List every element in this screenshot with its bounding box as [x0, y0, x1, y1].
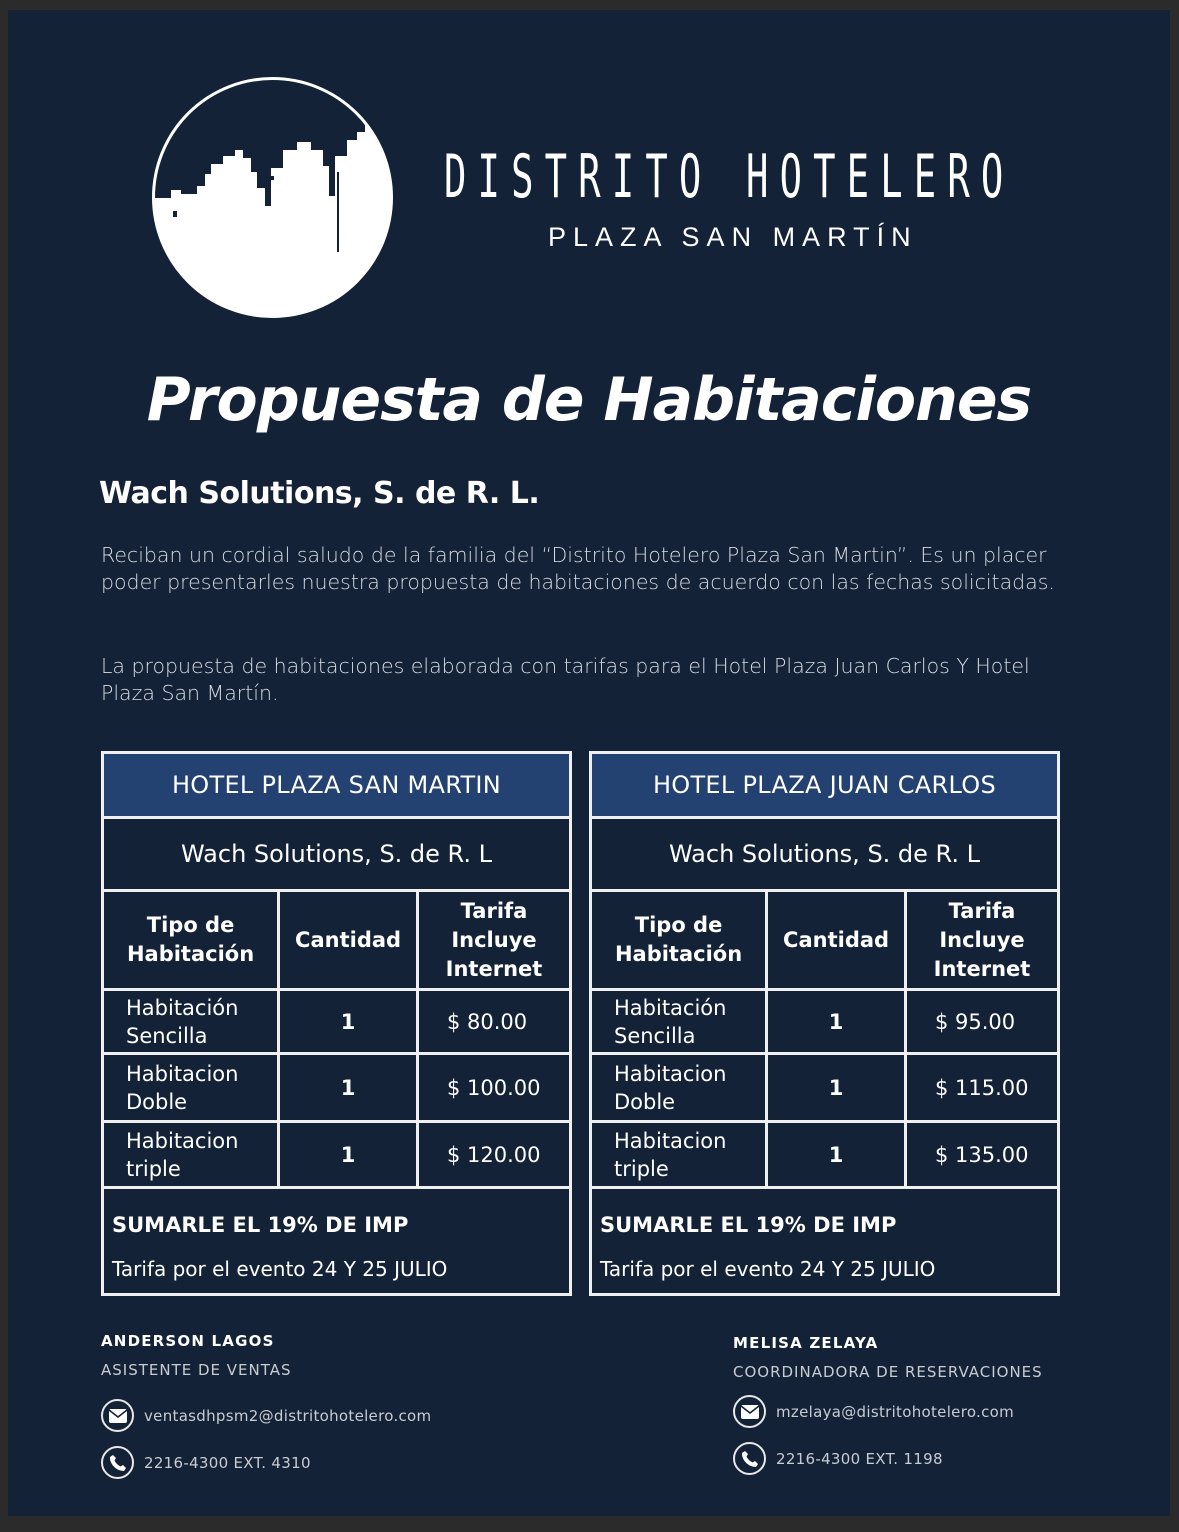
column-header-qty: Cantidad — [767, 891, 906, 990]
table-client: Wach Solutions, S. de R. L — [591, 818, 1059, 891]
contact-name: MELISA ZELAYA — [733, 1334, 879, 1352]
room-qty: 1 — [279, 990, 418, 1054]
contact-email[interactable]: mzelaya@distritohotelero.com — [776, 1402, 1015, 1421]
contact-name: ANDERSON LAGOS — [101, 1332, 275, 1350]
hotel-name: HOTEL PLAZA JUAN CARLOS — [591, 753, 1059, 818]
tax-note: SUMARLE EL 19% DE IMP — [112, 1213, 409, 1237]
contact-card-reservations — [733, 1334, 1043, 1475]
column-header-rate: Tarifa Incluye Internet — [906, 891, 1059, 990]
room-qty: 1 — [279, 1054, 418, 1122]
room-price: $ 80.00 — [418, 990, 571, 1054]
room-qty: 1 — [767, 1054, 906, 1122]
skyline-logo-icon — [151, 76, 394, 319]
document-page — [8, 10, 1170, 1516]
intro-paragraph: Reciban un cordial saludo de la familia del “Distrito Hotelero Plaza San Martin”. Es un placer poder presentarles nuestra propuesta de habitaciones de acuerdo con las fechas solicitadas. — [101, 543, 1055, 594]
contact-card-sales — [101, 1332, 431, 1479]
room-type: Habitación Sencilla — [591, 990, 767, 1054]
column-header-rate: Tarifa Incluye Internet — [418, 891, 571, 990]
rate-table-san-martin — [101, 751, 572, 1296]
contact-email-row[interactable] — [101, 1399, 431, 1432]
contact-role: COORDINADORA DE RESERVACIONES — [733, 1363, 1043, 1381]
rate-table-juan-carlos — [589, 751, 1060, 1296]
room-price: $ 100.00 — [418, 1054, 571, 1122]
column-header-qty: Cantidad — [279, 891, 418, 990]
room-qty: 1 — [767, 990, 906, 1054]
room-type: Habitacion triple — [591, 1122, 767, 1188]
table-row — [591, 1054, 1059, 1122]
event-note: Tarifa por el evento 24 Y 25 JULIO — [112, 1257, 448, 1281]
table-row — [103, 1054, 571, 1122]
contact-email[interactable]: ventasdhpsm2@distritohotelero.com — [144, 1406, 432, 1425]
proposal-paragraph: La propuesta de habitaciones elaborada con tarifas para el Hotel Plaza Juan Carlos Y Hotel Plaza San Martín. — [101, 654, 1030, 705]
hotel-name: HOTEL PLAZA SAN MARTIN — [103, 753, 571, 818]
table-row — [103, 990, 571, 1054]
contact-phone-row[interactable] — [101, 1446, 431, 1479]
brand-subtitle: PLAZA SAN MARTÍN — [548, 222, 918, 252]
table-footer — [103, 1188, 571, 1295]
contact-phone[interactable]: 2216-4300 EXT. 4310 — [144, 1453, 311, 1472]
client-name: Wach Solutions, S. de R. L. — [99, 476, 540, 511]
phone-icon — [101, 1446, 134, 1479]
room-price: $ 115.00 — [906, 1054, 1059, 1122]
envelope-icon — [101, 1399, 134, 1432]
table-client: Wach Solutions, S. de R. L — [103, 818, 571, 891]
table-row — [591, 1122, 1059, 1188]
brand-title: DISTRITO HOTELERO — [444, 142, 1015, 212]
room-type: Habitacion triple — [103, 1122, 279, 1188]
tax-note: SUMARLE EL 19% DE IMP — [600, 1213, 897, 1237]
room-price: $ 120.00 — [418, 1122, 571, 1188]
room-price: $ 95.00 — [906, 990, 1059, 1054]
room-type: Habitacion Doble — [103, 1054, 279, 1122]
contact-phone[interactable]: 2216-4300 EXT. 1198 — [776, 1449, 943, 1468]
table-row — [591, 990, 1059, 1054]
envelope-icon — [733, 1395, 766, 1428]
page-title: Propuesta de Habitaciones — [146, 365, 1032, 435]
phone-icon — [733, 1442, 766, 1475]
event-note: Tarifa por el evento 24 Y 25 JULIO — [600, 1257, 936, 1281]
room-type: Habitación Sencilla — [103, 990, 279, 1054]
contact-phone-row[interactable] — [733, 1442, 1043, 1475]
room-price: $ 135.00 — [906, 1122, 1059, 1188]
column-header-type: Tipo de Habitación — [103, 891, 279, 990]
column-header-type: Tipo de Habitación — [591, 891, 767, 990]
room-type: Habitacion Doble — [591, 1054, 767, 1122]
table-footer — [591, 1188, 1059, 1295]
room-qty: 1 — [767, 1122, 906, 1188]
room-qty: 1 — [279, 1122, 418, 1188]
contact-role: ASISTENTE DE VENTAS — [101, 1361, 292, 1379]
table-row — [103, 1122, 571, 1188]
contact-email-row[interactable] — [733, 1395, 1043, 1428]
